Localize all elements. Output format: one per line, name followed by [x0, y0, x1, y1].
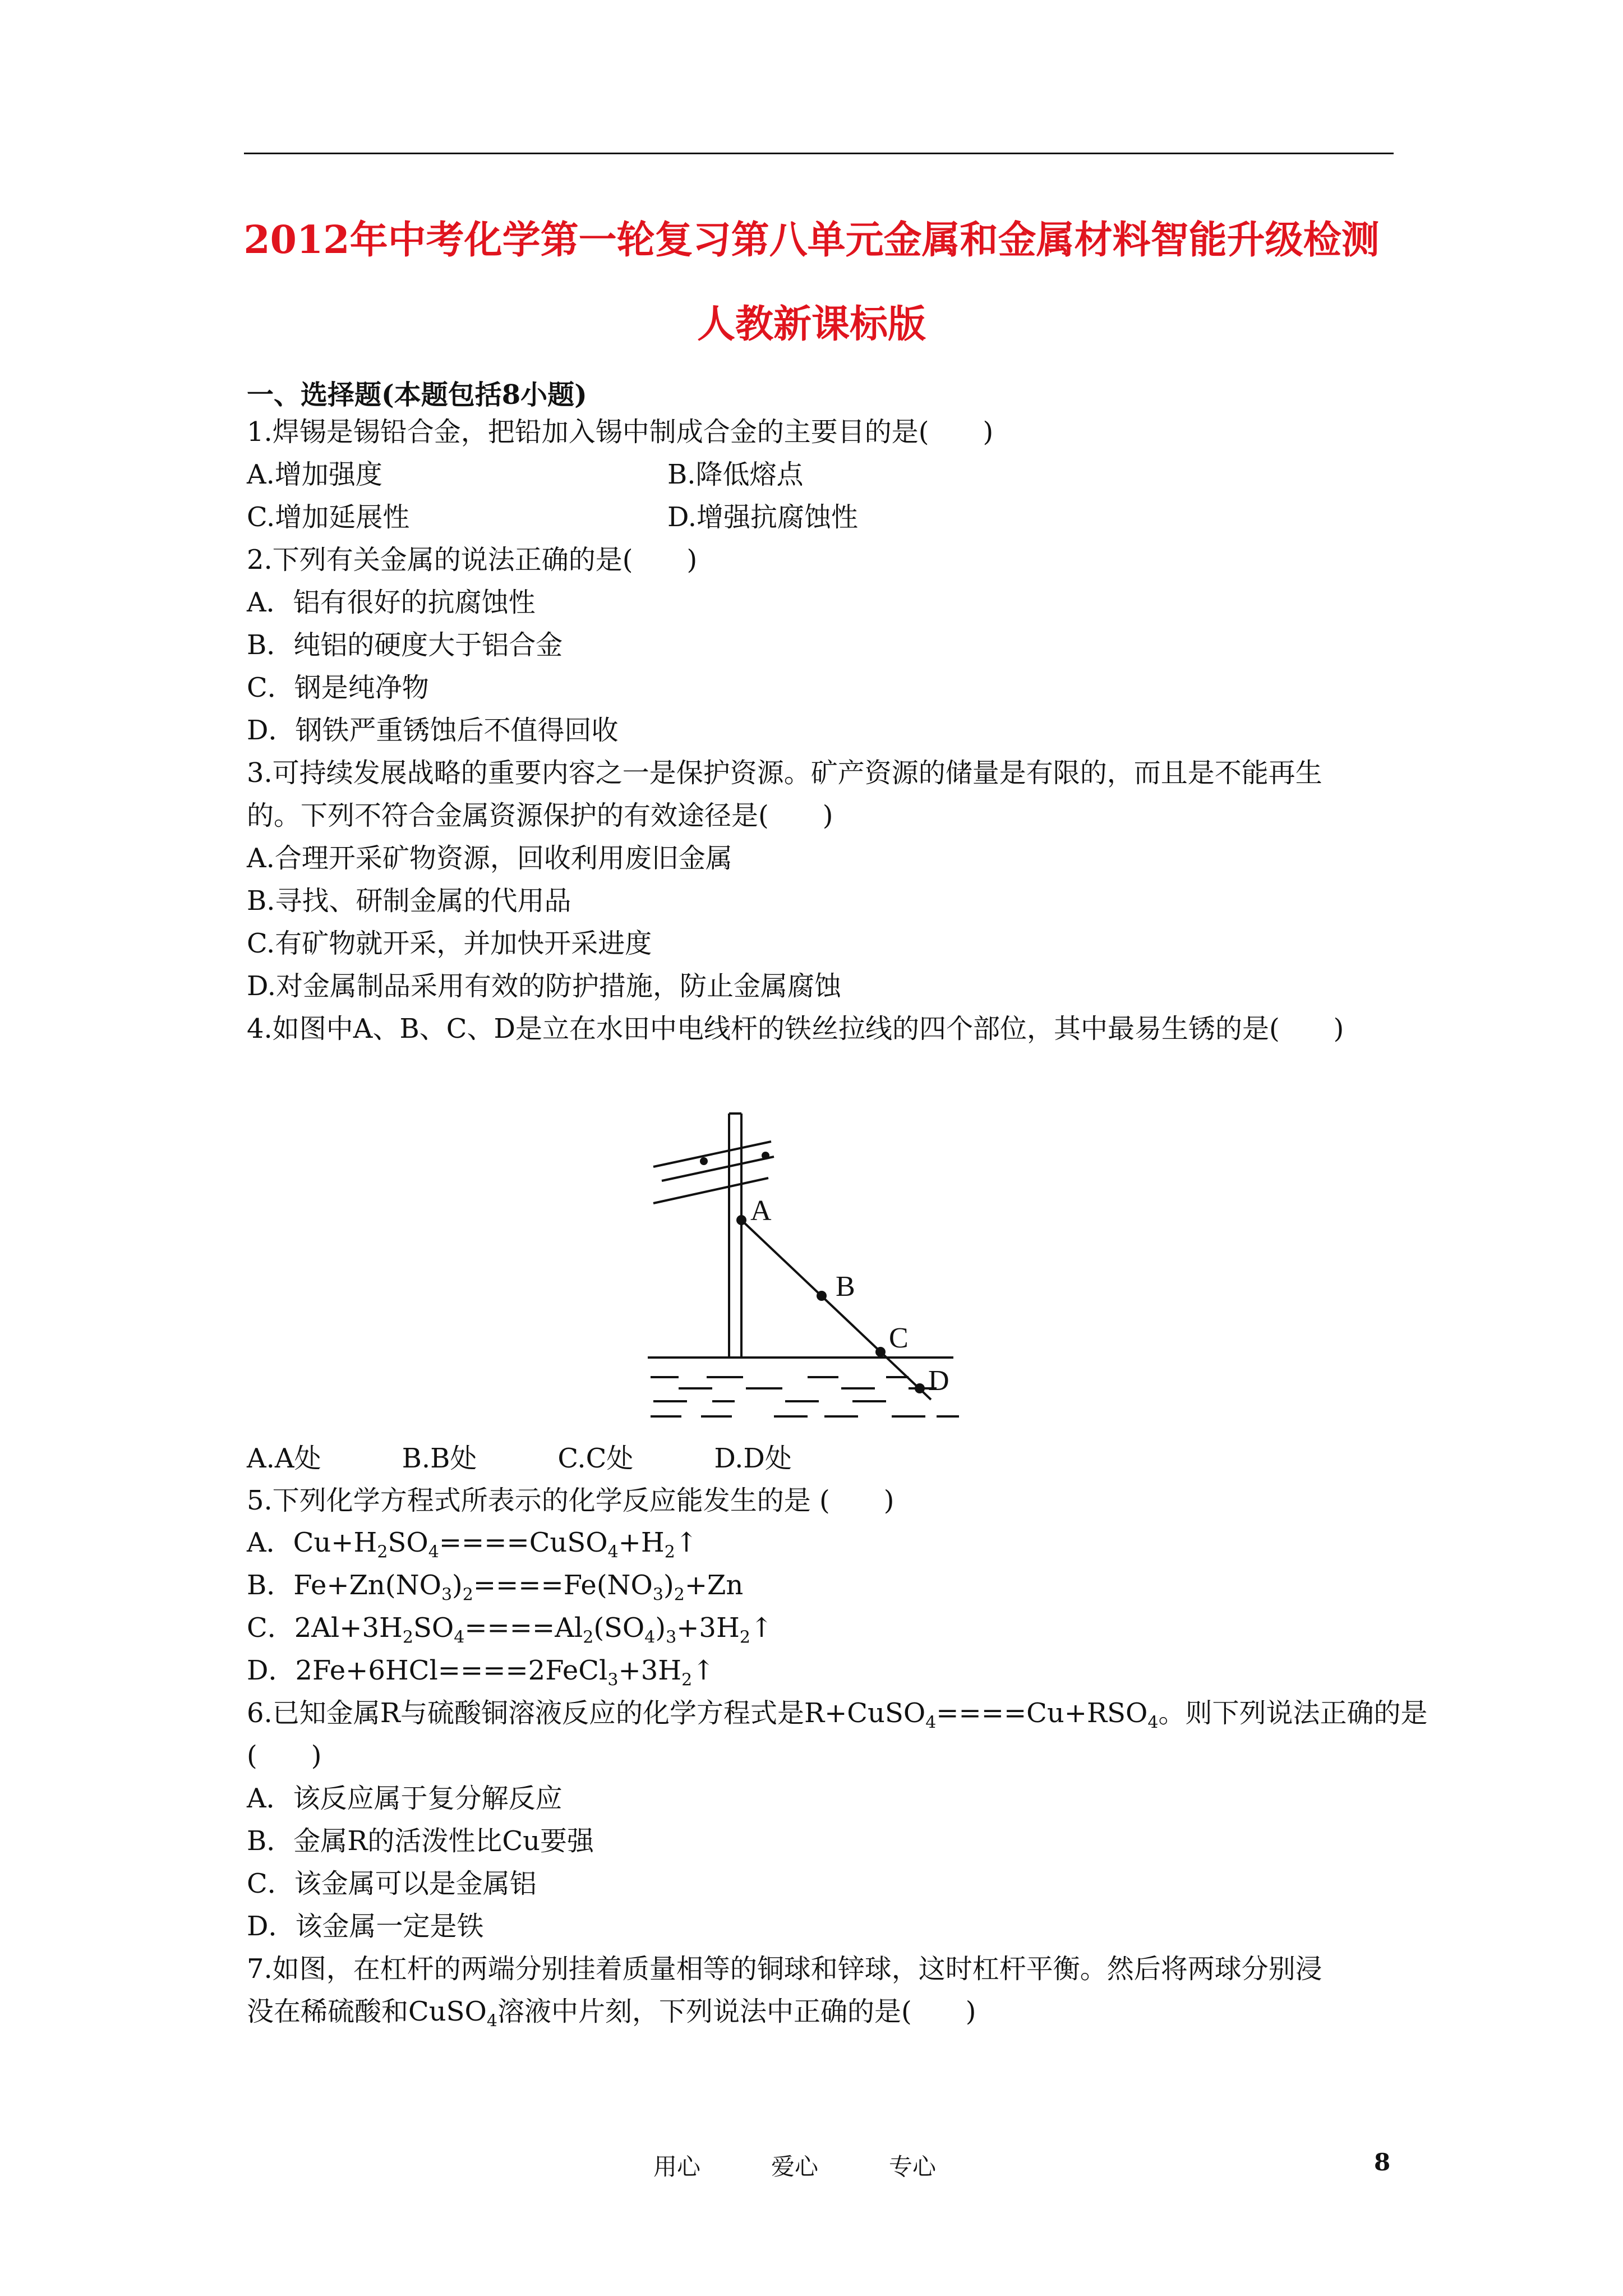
point-b-dot — [817, 1291, 827, 1301]
doc-title-line2: 人教新课标版 — [697, 302, 926, 347]
q6-option-d: D．该金属一定是铁 — [247, 1911, 484, 1942]
point-c-dot — [875, 1347, 886, 1357]
q6-stem-line1: 6.已知金属R与硫酸铜溶液反应的化学方程式是$R+CuSO_4====Cu+RSO_4$。则下列说法正确的是 — [247, 1697, 1428, 1733]
q2-option-c: C．钢是纯净物 — [247, 672, 429, 703]
label-b: B — [836, 1271, 855, 1303]
q6-option-c: C．该金属可以是金属铝 — [247, 1868, 537, 1899]
q3-option-a: A.合理开采矿物资源，回收利用废旧金属 — [247, 843, 732, 874]
q5-option-c: C．$2Al+3H_2SO_4====Al_2(SO_4)_3+3H_2↑$ — [247, 1612, 773, 1648]
q5-option-b: B．$Fe+Zn(NO_3)_2====Fe(NO_3)_2+Zn$ — [247, 1570, 744, 1605]
q4-stem: 4.如图中A、B、C、D是立在水田中电线杆的铁丝拉线的四个部位，其中最易生锈的是( ) — [247, 1013, 1344, 1045]
q2-option-d: D．钢铁严重锈蚀后不值得回收 — [247, 715, 619, 746]
q2-option-a: A．铝有很好的抗腐蚀性 — [247, 587, 536, 618]
label-d: D — [928, 1365, 949, 1397]
q6-option-b: B．金属R的活泼性比Cu要强 — [247, 1825, 594, 1857]
q1-option-c: C.增加延展性 — [247, 501, 410, 533]
q5-option-d: D．$2Fe+6HCl====2FeCl_3+3H_2↑$ — [247, 1655, 715, 1690]
q3-option-d: D.对金属制品采用有效的防护措施，防止金属腐蚀 — [247, 970, 842, 1002]
q6-stem-line2: ( ) — [247, 1740, 322, 1772]
q3-option-c: C.有矿物就开采，并加快开采进度 — [247, 928, 652, 959]
footer-motto: 用心 爱心 专心 — [653, 2153, 937, 2180]
q4-options: A.A处 B.B处 C.C处 D.D处 — [247, 1443, 792, 1474]
guy-wire — [741, 1220, 931, 1400]
q5-stem: 5.下列化学方程式所表示的化学反应能发生的是 ( ) — [247, 1485, 895, 1516]
point-d-dot — [915, 1383, 925, 1393]
header-rule — [244, 153, 1394, 154]
q6-option-a: A．该反应属于复分解反应 — [247, 1783, 562, 1814]
utility-pole-diagram — [639, 1094, 987, 1442]
doc-title-line1: 2012年中考化学第一轮复习第八单元金属和金属材料智能升级检测 — [243, 218, 1380, 263]
q2-stem: 2.下列有关金属的说法正确的是( ) — [247, 544, 698, 576]
q1-option-d: D.增强抗腐蚀性 — [667, 501, 859, 533]
q7-stem-line2: 没在稀硫酸和CuSO$_4$溶液中片刻，下列说法中正确的是( ) — [247, 1996, 976, 2031]
page-number: 8 — [1374, 2148, 1391, 2176]
q2-option-b: B．纯铝的硬度大于铝合金 — [247, 629, 563, 661]
point-a-dot — [736, 1215, 746, 1225]
q1-stem: 1.焊锡是锡铅合金，把铅加入锡中制成合金的主要目的是( ) — [247, 416, 994, 448]
q3-stem-line2: 的。下列不符合金属资源保护的有效途径是( ) — [247, 800, 833, 831]
cross-wire-1 — [653, 1142, 771, 1167]
q1-option-a: A.增加强度 — [247, 459, 382, 490]
q5-option-a: A．$Cu+H_2SO_4====CuSO_4+H_2↑$ — [247, 1527, 698, 1562]
q1-option-b: B.降低熔点 — [667, 459, 804, 490]
label-c: C — [889, 1322, 909, 1354]
label-a: A — [750, 1195, 772, 1227]
section-heading: 一、选择题(本题包括8小题) — [247, 379, 587, 411]
q3-stem-line1: 3.可持续发展战略的重要内容之一是保护资源。矿产资源的储量是有限的，而且是不能再生 — [247, 757, 1322, 789]
q7-stem-line1: 7.如图，在杠杆的两端分别挂着质量相等的铜球和锌球，这时杠杆平衡。然后将两球分别浸 — [247, 1953, 1322, 1985]
q3-option-b: B.寻找、研制金属的代用品 — [247, 885, 571, 917]
